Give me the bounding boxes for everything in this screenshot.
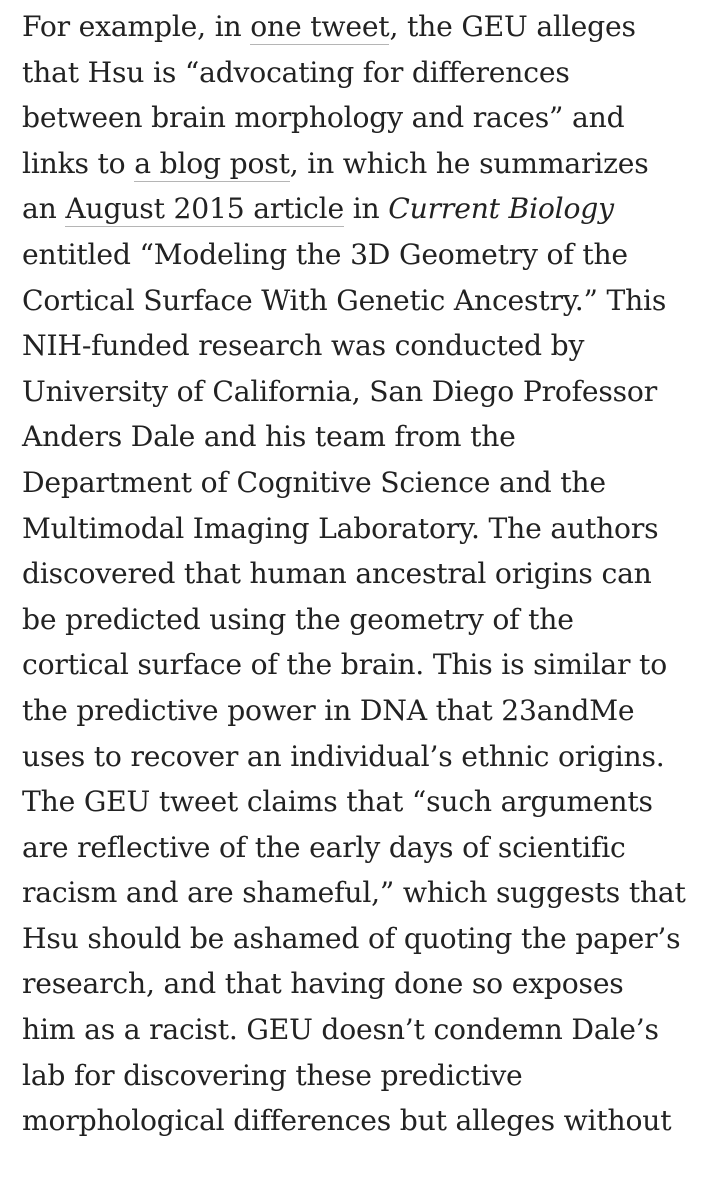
- text-line: Anders Dale and his team from the: [22, 420, 516, 454]
- blog-post-link[interactable]: a blog post: [134, 146, 290, 180]
- text-line: Department of Cognitive Science and the: [22, 465, 606, 499]
- text-line: entitled “Modeling the 3D Geometry of the: [22, 237, 628, 271]
- text-line: research, and that having done so exposes: [22, 967, 624, 1001]
- text-line: morphological differences but alleges without: [22, 1104, 672, 1138]
- text-run: in: [343, 192, 389, 226]
- text-line: discovered that human ancestral origins can: [22, 557, 652, 591]
- text-line: [22, 141, 717, 187]
- text-run: links to: [22, 146, 135, 180]
- text-line: [22, 4, 717, 50]
- one-tweet-link[interactable]: one tweet: [250, 10, 390, 43]
- august-2015-article-link[interactable]: August 2015 article: [65, 192, 344, 226]
- text-run: , the GEU alleges: [389, 10, 636, 43]
- text-line: NIH-funded research was conducted by: [22, 329, 585, 363]
- text-line: uses to recover an individual’s ethnic origins.: [22, 739, 665, 773]
- text-line: lab for discovering these predictive: [22, 1058, 523, 1092]
- text-run: For example, in: [22, 10, 251, 43]
- text-line: [22, 186, 717, 232]
- text-line: between brain morphology and races” and: [22, 101, 625, 135]
- text-line: racism and are shameful,” which suggests that: [22, 876, 686, 910]
- text-line: him as a racist. GEU doesn’t condemn Dale’s: [22, 1013, 659, 1047]
- text-line: Cortical Surface With Genetic Ancestry.” This: [22, 283, 667, 317]
- article-paragraph: [22, 4, 717, 1144]
- text-line: are reflective of the early days of scientific: [22, 830, 626, 864]
- journal-title: Current Biology: [388, 192, 614, 226]
- text-line: the predictive power in DNA that 23andMe: [22, 693, 635, 727]
- text-line: University of California, San Diego Professor: [22, 374, 657, 408]
- text-line: cortical surface of the brain. This is similar to: [22, 648, 667, 682]
- text-run: , in which he summarizes: [289, 146, 649, 180]
- text-line: Hsu should be ashamed of quoting the paper’s: [22, 921, 681, 955]
- text-line: The GEU tweet claims that “such arguments: [22, 785, 653, 819]
- text-line: Multimodal Imaging Laboratory. The authors: [22, 511, 659, 545]
- text-run: an: [22, 192, 66, 226]
- text-line: be predicted using the geometry of the: [22, 602, 574, 636]
- text-line: that Hsu is “advocating for differences: [22, 55, 570, 89]
